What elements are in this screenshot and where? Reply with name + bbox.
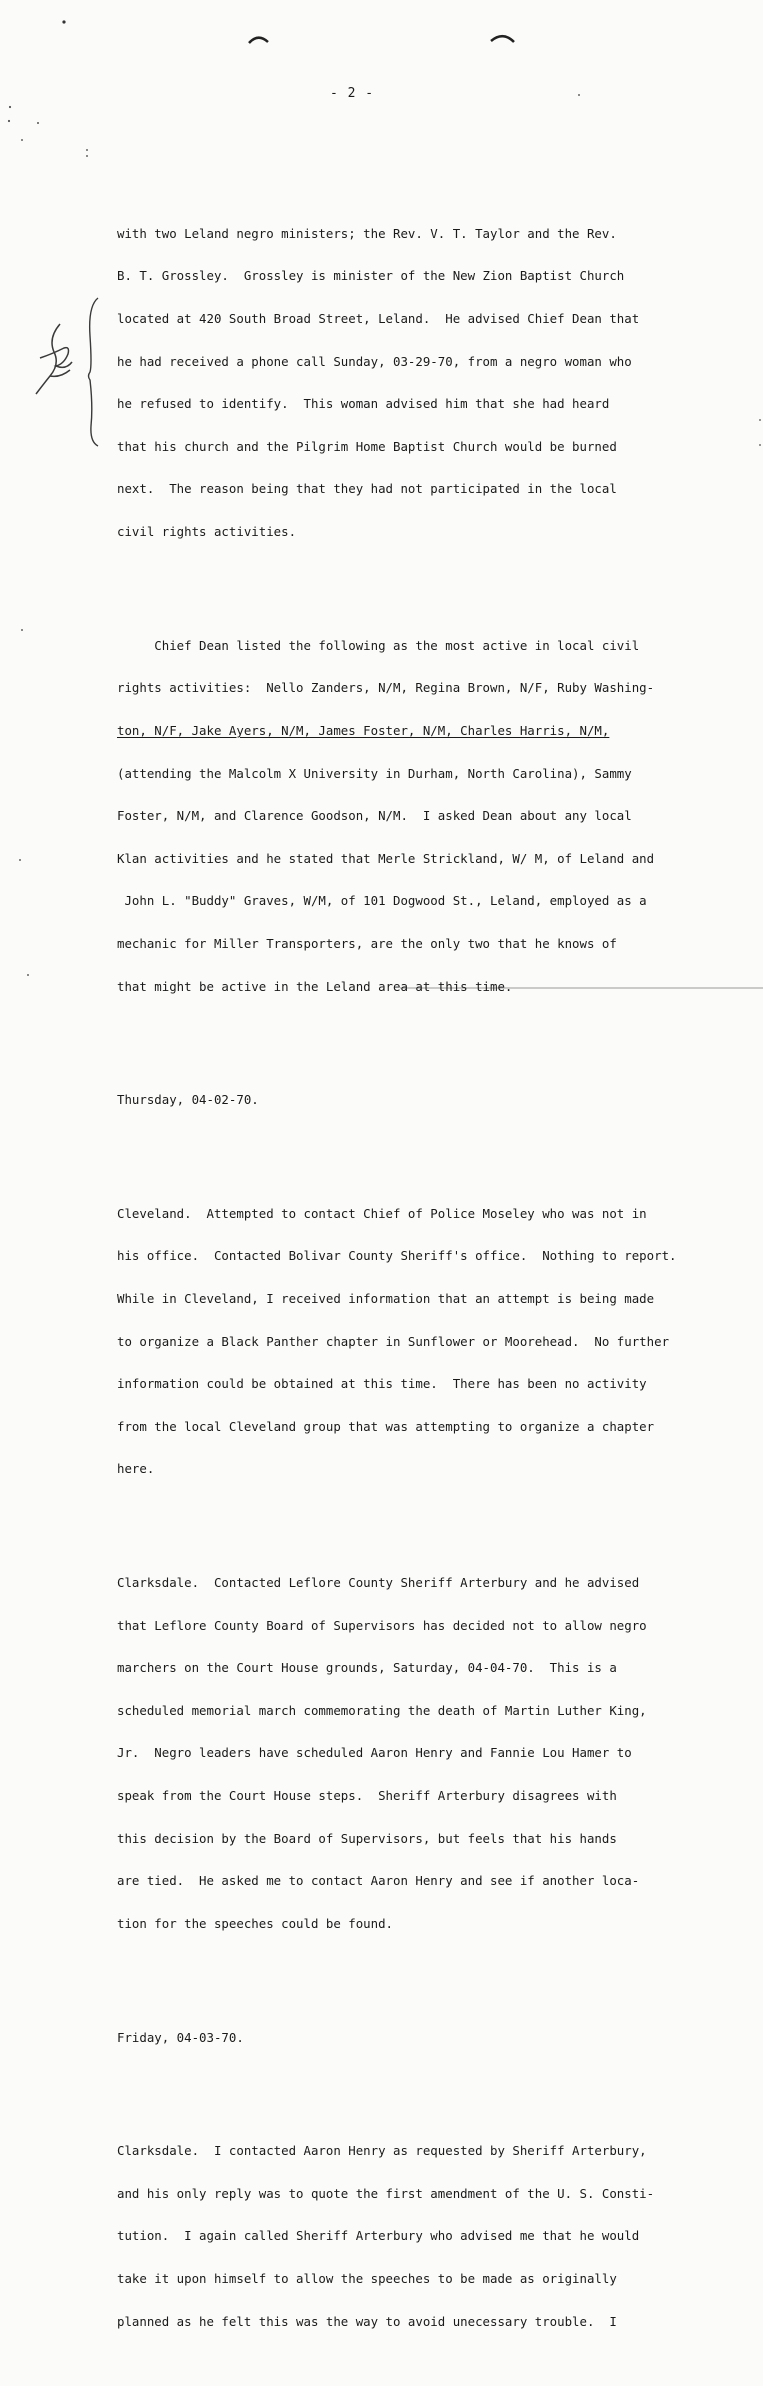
text-line: here.: [117, 1461, 155, 1477]
punch-hole-mark-icon: [491, 36, 514, 42]
text-line: that might be active in the Leland area at this time.: [117, 978, 513, 994]
page-number: - 2 -: [330, 86, 375, 101]
text-line: planned as he felt this was the way to avoid unecessary trouble. I: [117, 2313, 617, 2329]
text-line: John L. "Buddy" Graves, W/M, of 101 Dogwood St., Leland, employed as a: [117, 893, 647, 909]
text-line: speak from the Court House steps. Sheriff Arterbury disagrees with: [117, 1788, 617, 1804]
text-line: Clarksdale. Contacted Leflore County Sheriff Arterbury and he advised: [117, 1575, 640, 1591]
text-line: that his church and the Pilgrim Home Baptist Church would be burned: [117, 438, 617, 454]
text-line: information could be obtained at this time. There has been no activity: [117, 1376, 647, 1392]
text-line: ton, N/F, Jake Ayers, N/M, James Foster, N/M, Charles Harris, N/M,: [117, 722, 610, 738]
text-line: rights activities: Nello Zanders, N/M, Regina Brown, N/F, Ruby Washing-: [117, 680, 655, 696]
text-line: (attending the Malcolm X University in Durham, North Carolina), Sammy: [117, 765, 632, 781]
text-line: with two Leland negro ministers; the Rev. V. T. Taylor and the Rev.: [117, 225, 617, 241]
text-line: Friday, 04-03-70.: [117, 2029, 244, 2045]
text-line: he refused to identify. This woman advised him that she had heard: [117, 396, 610, 412]
text-line: marchers on the Court House grounds, Saturday, 04-04-70. This is a: [117, 1660, 617, 1676]
text-line: Clarksdale. I contacted Aaron Henry as requested by Sheriff Arterbury,: [117, 2143, 647, 2159]
text-line: Thursday, 04-02-70.: [117, 1092, 259, 1108]
text-line: located at 420 South Broad Street, Leland. He advised Chief Dean that: [117, 311, 640, 327]
paragraph: [117, 198, 657, 567]
text-line: tion for the speeches could be found.: [117, 1915, 394, 1931]
text-line: he had received a phone call Sunday, 03-29-70, from a negro woman who: [117, 353, 632, 369]
text-line: scheduled memorial march commemorating the death of Martin Luther King,: [117, 1702, 647, 1718]
text-line: and his only reply was to quote the first amendment of the U. S. Consti-: [117, 2185, 655, 2201]
paragraph: [117, 1178, 677, 1505]
text-line: are tied. He asked me to contact Aaron Henry and see if another loca-: [117, 1873, 640, 1889]
paragraph: [117, 2116, 657, 2357]
text-line: civil rights activities.: [117, 524, 297, 540]
text-line: next. The reason being that they had not participated in the local: [117, 481, 617, 497]
text-line: Cleveland. Attempted to contact Chief of Police Moseley who was not in: [117, 1205, 647, 1221]
handwritten-initials-icon: [30, 318, 80, 398]
date-heading: [117, 2002, 657, 2073]
date-heading: [117, 1065, 657, 1136]
text-line: While in Cleveland, I received information that an attempt is being made: [117, 1291, 655, 1306]
text-line: to organize a Black Panther chapter in Sunflower or Moorehead. No further: [117, 1333, 670, 1349]
margin-bracket-icon: [84, 296, 104, 448]
punch-hole-mark-icon: [249, 38, 268, 43]
paragraph: [117, 610, 657, 1022]
text-line: this decision by the Board of Supervisors, but feels that his hands: [117, 1830, 617, 1846]
text-line: tution. I again called Sheriff Arterbury who advised me that he would: [117, 2228, 640, 2244]
text-line: Jr. Negro leaders have scheduled Aaron Henry and Fannie Lou Hamer to: [117, 1745, 632, 1761]
text-line: Chief Dean listed the following as the most active in local civil: [117, 637, 640, 653]
text-line: his office. Contacted Bolivar County Sheriff's office. Nothing to report.: [117, 1248, 677, 1264]
text-line: Foster, N/M, and Clarence Goodson, N/M. I asked Dean about any local: [117, 808, 632, 824]
document-body: [117, 170, 677, 2386]
text-line: B. T. Grossley. Grossley is minister of the New Zion Baptist Church: [117, 268, 625, 284]
text-line: mechanic for Miller Transporters, are the only two that he knows of: [117, 935, 617, 951]
text-line: take it upon himself to allow the speeches to be made as originally: [117, 2270, 617, 2286]
text-line: that Leflore County Board of Supervisors has decided not to allow negro: [117, 1617, 647, 1633]
text-line: from the local Cleveland group that was attempting to organize a chapter: [117, 1418, 655, 1434]
paragraph: [117, 1548, 657, 1960]
text-line: Klan activities and he stated that Merle Strickland, W/ M, of Leland and: [117, 850, 655, 866]
